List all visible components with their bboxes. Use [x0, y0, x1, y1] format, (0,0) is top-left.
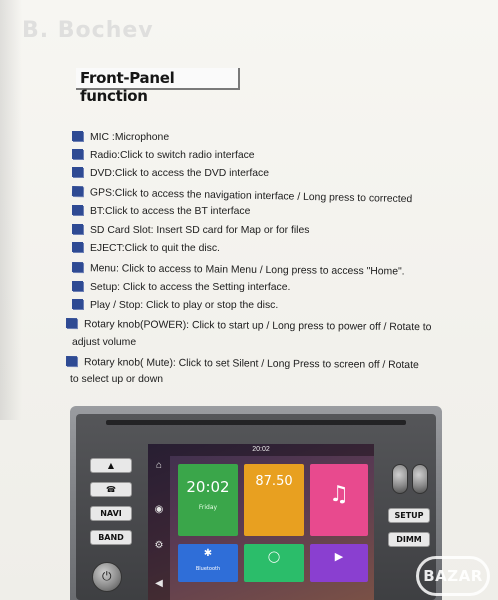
list-item: EJECT:Click to quit the disc. — [72, 242, 220, 254]
music-note-icon: ♫ — [329, 482, 349, 507]
bluetooth-tile[interactable] — [178, 544, 238, 582]
location-icon[interactable]: ◉ — [154, 504, 164, 515]
settings-icon[interactable]: ⚙ — [154, 540, 164, 551]
list-item: Menu: Click to access to Main Menu / Long press to access "Home". — [72, 262, 405, 277]
eject-icon: ▲ — [107, 461, 115, 470]
watermark-top: B. Bochev — [22, 18, 154, 43]
clock-time: 20:02 — [186, 478, 230, 496]
bullet-icon — [72, 262, 83, 272]
bullet-icon — [66, 356, 77, 366]
watermark-bottom: BAZAR — [416, 556, 490, 596]
list-item: Rotary knob(POWER): Click to start up / Long press to power off / Rotate to — [66, 318, 432, 333]
navigation-icon: ◯ — [267, 550, 281, 563]
car-radio-unit — [70, 406, 442, 600]
radio-frequency: 87.50 — [255, 474, 293, 489]
page-title: Front-Panel function — [80, 69, 175, 105]
bullet-icon — [72, 205, 83, 215]
bullet-icon — [72, 299, 83, 309]
status-bar: 20:02 — [148, 444, 374, 456]
right-knob-b[interactable] — [412, 464, 428, 494]
home-icon[interactable]: ⌂ — [155, 460, 163, 471]
list-item-continuation: to select up or down — [70, 374, 163, 385]
radio-tile[interactable] — [244, 464, 304, 536]
head-unit-screen — [148, 444, 374, 600]
bullet-icon — [72, 131, 83, 141]
bullet-icon — [72, 224, 83, 234]
band-button[interactable]: BAND — [90, 530, 132, 545]
power-knob[interactable] — [92, 562, 122, 592]
screen-sidebar — [148, 456, 170, 600]
bullet-icon — [72, 186, 83, 196]
setup-button[interactable]: SETUP — [388, 508, 430, 523]
phone-icon: ☎ — [106, 485, 116, 494]
list-item: Setup: Click to access the Setting interface. — [72, 281, 290, 293]
phone-button[interactable] — [90, 482, 132, 497]
list-item: DVD:Click to access the DVD interface — [72, 167, 269, 179]
video-tile[interactable] — [310, 544, 368, 582]
disc-slot — [106, 420, 406, 425]
bullet-icon — [72, 281, 83, 291]
list-item-continuation: adjust volume — [72, 337, 137, 348]
music-tile[interactable] — [310, 464, 368, 536]
navigation-tile[interactable] — [244, 544, 304, 582]
bluetooth-icon: ✱ — [203, 548, 213, 559]
list-item: GPS:Click to access the navigation interface / Long press to corrected — [72, 186, 412, 205]
back-icon[interactable]: ◀ — [155, 578, 163, 589]
navi-button[interactable]: NAVI — [90, 506, 132, 521]
power-icon: ⏻ — [102, 569, 112, 583]
video-camera-icon: ▶ — [334, 550, 344, 563]
bullet-icon — [72, 149, 83, 159]
list-item: Radio:Click to switch radio interface — [72, 149, 255, 161]
dimm-button[interactable]: DIMM — [388, 532, 430, 547]
list-item: Play / Stop: Click to play or stop the disc. — [72, 299, 278, 311]
bullet-icon — [72, 167, 83, 177]
unit-faceplate — [76, 414, 436, 600]
bluetooth-label: Bluetooth — [195, 566, 221, 572]
clock-tile[interactable] — [178, 464, 238, 536]
bullet-icon — [66, 318, 77, 328]
list-item: BT:Click to access the BT interface — [72, 205, 250, 217]
right-knob-a[interactable] — [392, 464, 408, 494]
list-item: Rotary knob( Mute): Click to set Silent / Long Press to screen off / Rotate — [66, 356, 419, 371]
list-item: MIC :Microphone — [72, 131, 169, 143]
list-item: SD Card Slot: Insert SD card for Map or for files — [72, 224, 309, 236]
title-box — [76, 68, 240, 105]
eject-button[interactable] — [90, 458, 132, 473]
page-edge-shadow — [0, 0, 22, 420]
clock-day: Friday — [198, 504, 218, 511]
bullet-icon — [72, 242, 83, 252]
